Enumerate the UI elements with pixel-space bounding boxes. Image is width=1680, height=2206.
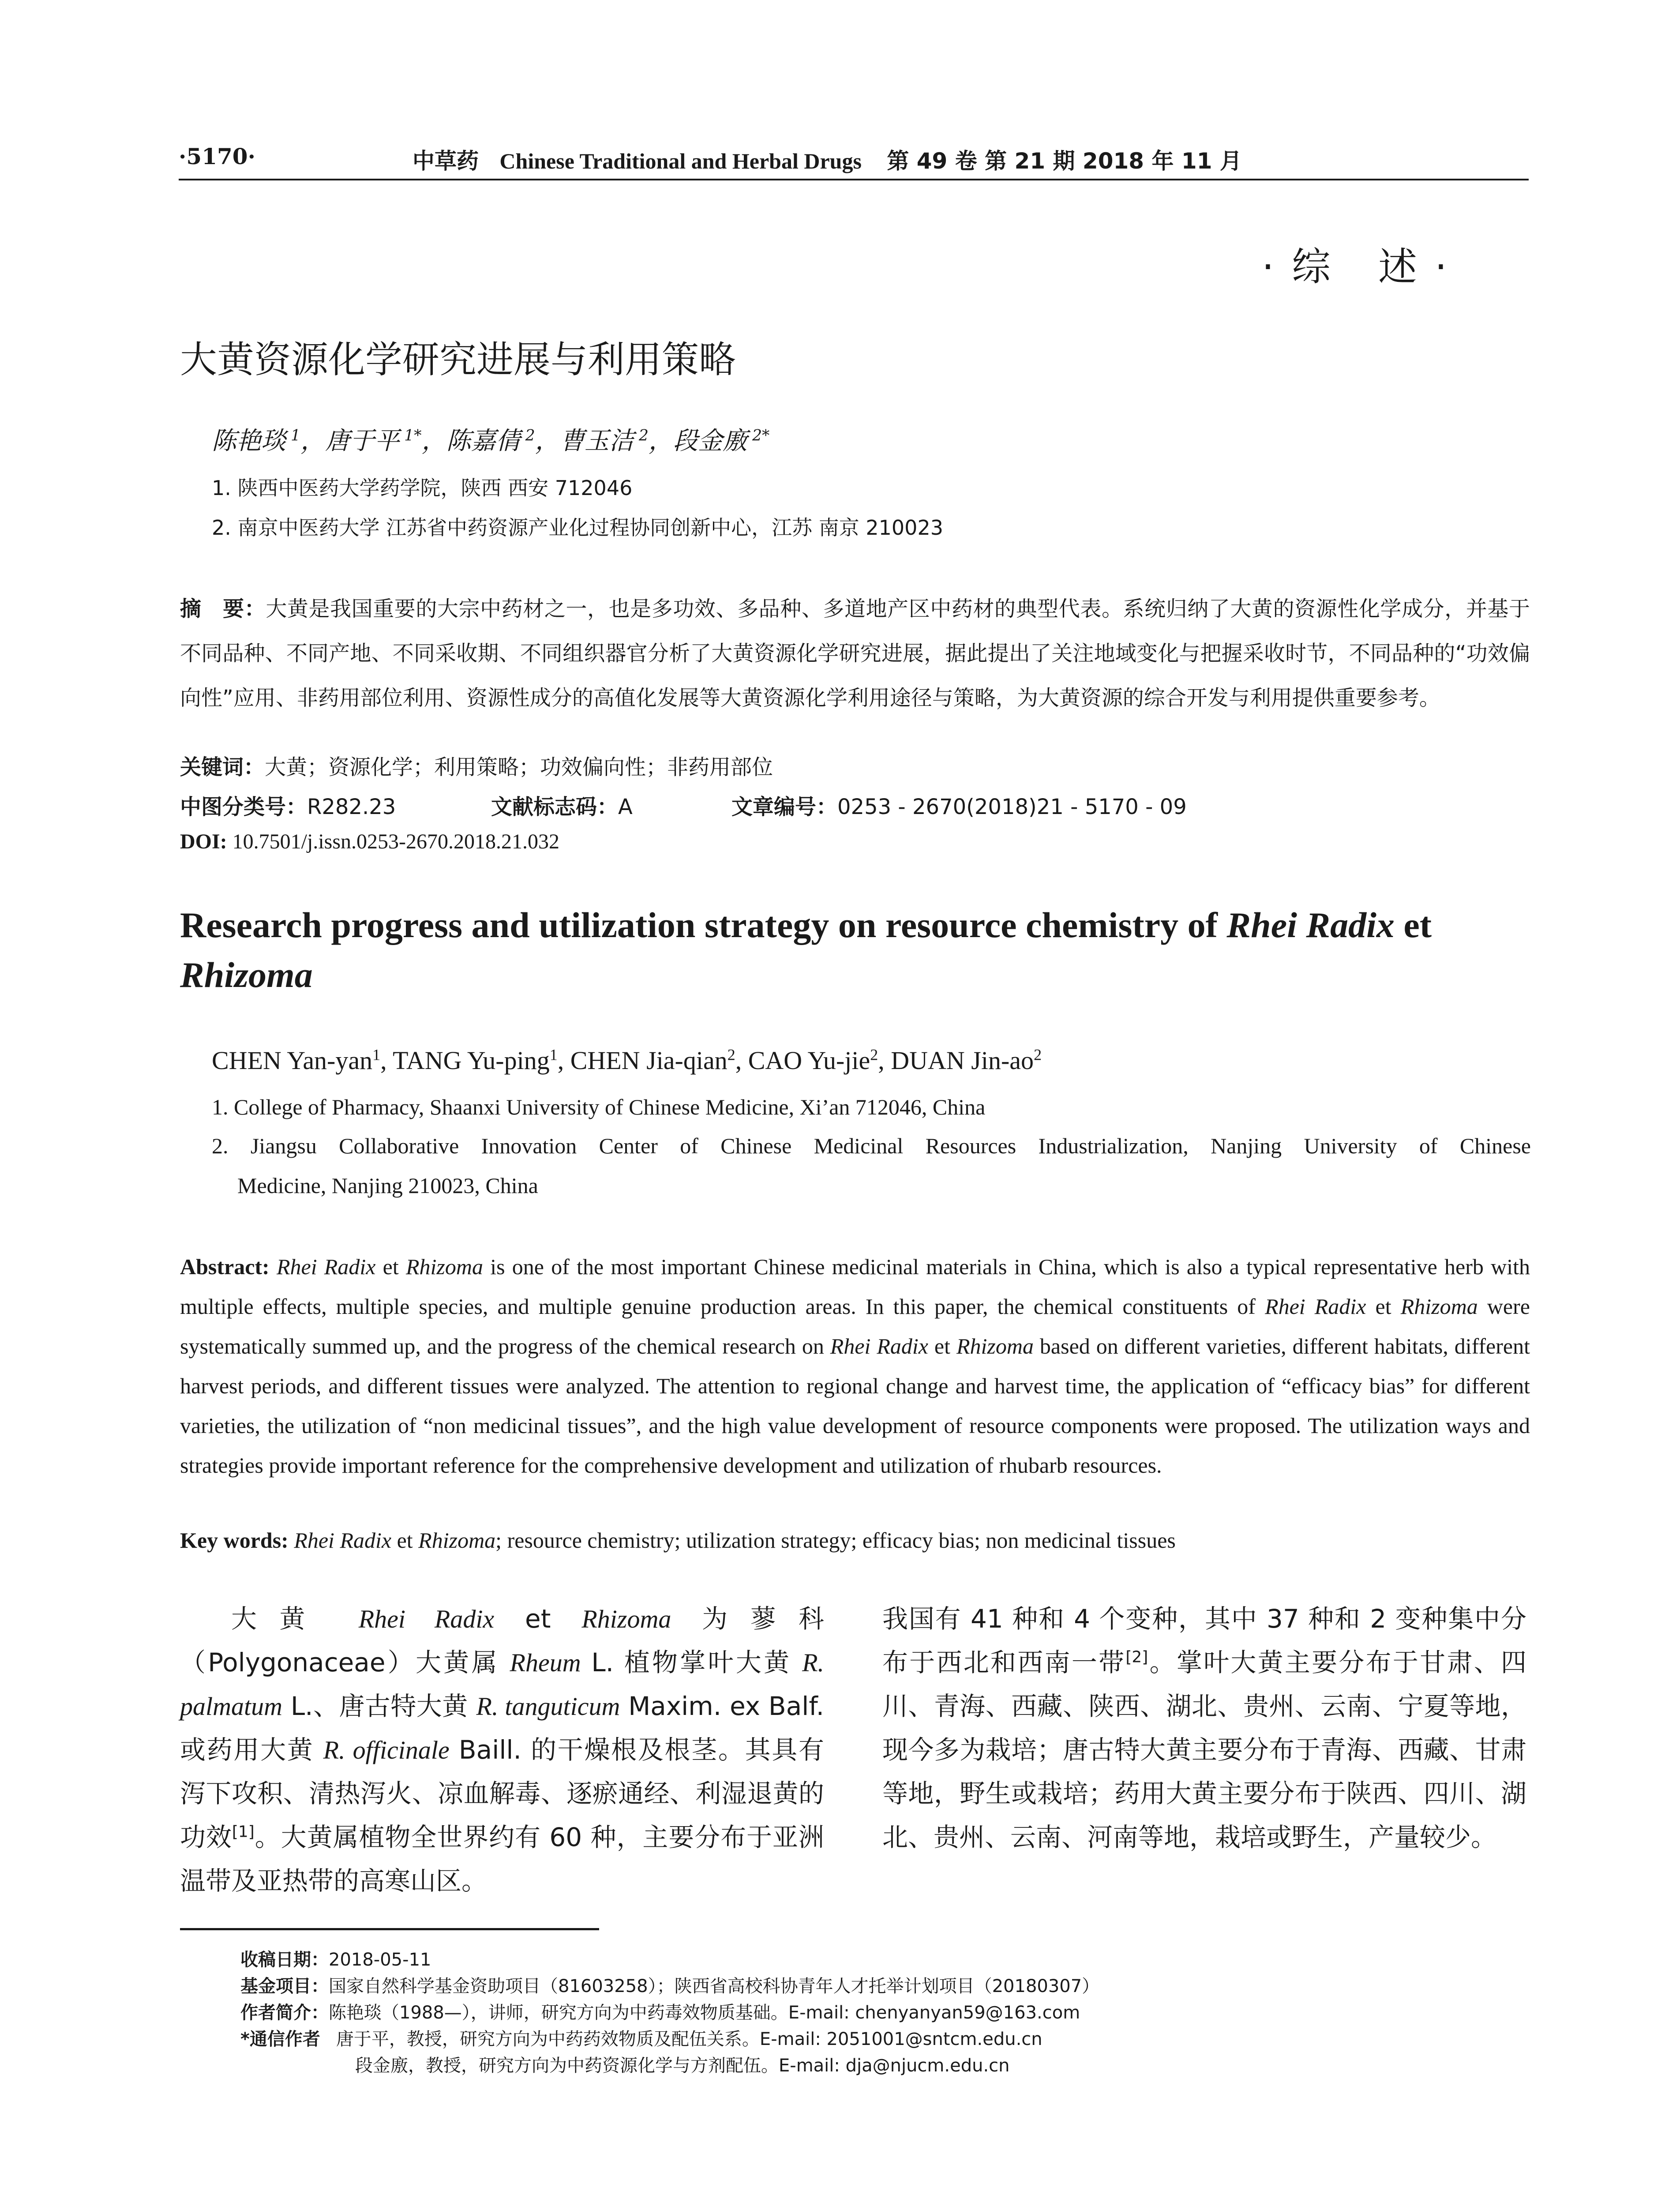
- text-run: et: [375, 1254, 406, 1279]
- latin-name: Rhizoma: [418, 1528, 496, 1553]
- latin-name: Rhizoma: [956, 1334, 1034, 1358]
- doc-code-label: 文献标志码：: [491, 795, 619, 819]
- bio-label: 作者简介：: [240, 2003, 329, 2023]
- bio-value: 陈艳琰（1988—），讲师，研究方向为中药毒效物质基础。E-mail: chenyanyan59@163.com: [329, 2003, 1080, 2023]
- text-run: 。掌叶大黄主要分布于甘肃、四川、青海、西藏、陕西、湖北、贵州、云南、宁夏等地，现今多为栽培；唐古特大黄主要分布于青海、西藏、甘肃等地，野生或栽培；药用大黄主要分布于陕西、四川、湖北、贵州、云南、河南等地，栽培或野生，产量较少。: [882, 1647, 1526, 1852]
- author: [325, 427, 422, 455]
- author-affiliation-mark: 2: [1034, 1046, 1042, 1064]
- author: [891, 1046, 1042, 1075]
- keywords-en-label: Key words:: [180, 1528, 289, 1553]
- text-run: based on different varieties, different habitats, different harvest periods, and different tissues were analyzed. The attention to regional change and harvest time, the application of “efficacy bias” for different varieties, the utilization of “non medicinal tissues”, and the high value development of resource components were proposed. The utilization ways and strategies provide important reference for the comprehensive development and utilization of rhubarb resources.: [180, 1334, 1530, 1478]
- author-name: CHEN Jia-qian: [570, 1046, 728, 1075]
- fund-label: 基金项目：: [240, 1976, 329, 1996]
- text-run: et: [1366, 1294, 1401, 1319]
- received-value: 2018-05-11: [329, 1950, 431, 1970]
- doi: [180, 829, 559, 854]
- abstract-en-label: Abstract:: [180, 1254, 270, 1279]
- text-run: L. 植物掌叶大黄: [581, 1647, 802, 1677]
- article-no-label: 文章编号：: [731, 795, 838, 819]
- affiliation-en-2b: Medicine, Nanjing 210023, China: [237, 1173, 538, 1198]
- keywords-cn: [180, 750, 773, 780]
- author-affiliation-mark: 1: [549, 1046, 558, 1064]
- author-affiliation-mark: 2: [870, 1046, 878, 1064]
- text-run: 为蓼科（Polygonaceae）大黄属: [180, 1604, 825, 1677]
- header-rule: [179, 179, 1529, 180]
- running-header: [179, 143, 1529, 175]
- text-run: is one of the most important Chinese medicinal materials in China, which is also a typical representative herb with multiple effects, multiple species, and multiple genuine production areas. In this paper, the chemical constituents of: [180, 1254, 1530, 1319]
- footnote-bio: [240, 1999, 1080, 2024]
- journal-name-en: Chinese Traditional and Herbal Drugs: [499, 149, 862, 173]
- latin-name: Rhizoma: [581, 1605, 671, 1633]
- authors-en: CHEN Yan-yan$^1$, TANG Yu-ping$^1$, CHEN Jia-qian$^2$, CAO Yu-jie$^2$, DUAN Jin-$ao^2$: [212, 1046, 1042, 1075]
- keywords-en: [180, 1527, 1176, 1553]
- author-name: CAO Yu-jie: [748, 1046, 870, 1075]
- footnote-fund: [240, 1972, 1099, 1997]
- latin-name: Rhei Radix: [1265, 1294, 1366, 1319]
- author-affiliation-mark: 2: [520, 427, 535, 445]
- author: [570, 1046, 735, 1075]
- body-column-left: [180, 1597, 824, 1903]
- abstract-cn: [180, 587, 1530, 720]
- title-en-part2: et: [1394, 905, 1432, 945]
- latin-name: Rhizoma: [405, 1254, 483, 1279]
- affiliation-cn-1: 1. 陕西中医药大学药学院，陕西 西安 712046: [212, 476, 633, 500]
- footnote-corr-2: 段金廒，教授，研究方向为中药资源化学与方剂配伍。E-mail: dja@njucm.edu.cn: [355, 2056, 1010, 2076]
- abstract-en-text: [180, 1254, 1530, 1478]
- page-number: ·5170·: [179, 143, 255, 169]
- latin-name: Rhizoma: [1400, 1294, 1478, 1319]
- author: [393, 1046, 558, 1075]
- affiliation-en-2a: 2. Jiangsu Collaborative Innovation Center of Chinese Medicinal Resources Industrialization, Nanjing University of Chinese: [212, 1133, 1531, 1158]
- clc-label: 中图分类号：: [180, 795, 308, 819]
- article-no: [731, 790, 1187, 820]
- abstract-cn-text: 大黄是我国重要的大宗中药材之一，也是多功效、多品种、多道地产区中药材的典型代表。系统归纳了大黄的资源性化学成分，并基于不同品种、不同产地、不同采收期、不同组织器官分析了大黄资源化学研究进展，据此提出了关注地域变化与把握采收时节，不同品种的“功效偏向性”应用、非药用部位利用、资源性成分的高值化发展等大黄资源化学利用途径与策略，为大黄资源的综合开发与利用提供重要参考。: [180, 597, 1530, 710]
- title-en-italic: Rhei Radix: [1226, 905, 1395, 945]
- title-en-italic2: Rhizoma: [180, 955, 313, 995]
- corr-value-1: 唐于平，教授，研究方向为中药药效物质及配伍关系。E-mail: 2051001@sntcm.edu.cn: [336, 2029, 1042, 2049]
- author-name: TANG Yu-ping: [393, 1046, 550, 1075]
- author-name: 段金廒: [673, 427, 747, 455]
- keywords-en-text: [294, 1528, 1176, 1553]
- corr-label: *通信作者: [240, 2029, 320, 2049]
- authors-cn: 陈艳琰 $^1$，唐于平 $^{1*}$，陈嘉倩 $^2$，曹玉洁 $^2$，段金廒 $^{2*}$: [212, 427, 770, 455]
- text-run: 。大黄属植物全世界约有 60 种，主要分布于亚洲温带及亚热带的高寒山区。: [180, 1822, 824, 1896]
- abstract-cn-label: 摘 要：: [180, 597, 266, 621]
- title-en: [180, 900, 1530, 1000]
- citation-ref: [1]: [232, 1823, 255, 1841]
- latin-name: Rhei Radix: [294, 1528, 392, 1553]
- clc: [180, 790, 396, 820]
- latin-name: Rhei Radix: [276, 1254, 376, 1279]
- footnote-received: [240, 1946, 431, 1971]
- title-en-part1: Research progress and utilization strategy on resource chemistry of: [180, 905, 1227, 945]
- keywords-cn-label: 关键词：: [180, 755, 265, 780]
- title-cn: 大黄资源化学研究进展与利用策略: [180, 338, 736, 381]
- text-run: et: [391, 1528, 419, 1553]
- author-name: 曹玉洁: [559, 427, 634, 455]
- author-affiliation-mark: 1: [372, 1046, 381, 1064]
- author-affiliation-mark: 2: [727, 1046, 735, 1064]
- section-label: ·综 述·: [1262, 244, 1465, 289]
- text-run: et: [928, 1334, 956, 1358]
- author-name: 陈艳琰: [212, 427, 286, 455]
- text-run: 大黄: [231, 1604, 359, 1634]
- doc-code: [491, 790, 633, 820]
- author: [748, 1046, 878, 1075]
- text-run: ; resource chemistry; utilization strategy; efficacy bias; non medicinal tissues: [495, 1528, 1176, 1553]
- text-run: et: [494, 1604, 582, 1634]
- footnote-rule: [180, 1928, 599, 1930]
- keywords-cn-text: 大黄；资源化学；利用策略；功效偏向性；非药用部位: [265, 755, 773, 780]
- doc-code-value: A: [618, 795, 633, 819]
- author: [673, 427, 770, 455]
- footnote-corr: [240, 2025, 1042, 2050]
- latin-name: R. officinale: [323, 1736, 450, 1764]
- author-name: DUAN Jin-ao: [891, 1046, 1034, 1075]
- author-affiliation-mark: 1: [286, 427, 301, 445]
- doi-value: 10.7501/j.issn.0253-2670.2018.21.032: [232, 830, 560, 853]
- article-no-value: 0253 - 2670(2018)21 - 5170 - 09: [837, 795, 1187, 819]
- author-affiliation-mark: 2: [634, 427, 649, 445]
- latin-name: Rheum: [510, 1648, 581, 1677]
- text-run: were systematically summed up, and the progress of the chemical research on: [180, 1294, 1530, 1358]
- text-run: L.、唐古特大黄: [282, 1691, 476, 1721]
- body-column-right: [882, 1597, 1526, 1859]
- clc-value: R282.23: [307, 795, 396, 819]
- doi-label: DOI:: [180, 830, 227, 853]
- affiliation-cn-2: 2. 南京中医药大学 江苏省中药资源产业化过程协同创新中心，江苏 南京 210023: [212, 516, 943, 540]
- latin-name: R. palmatum: [180, 1648, 825, 1721]
- author-name: CHEN Yan-yan: [212, 1046, 373, 1075]
- author-name: 唐于平: [325, 427, 400, 455]
- journal-name: [412, 143, 1242, 175]
- latin-name: R. tanguticum: [476, 1692, 620, 1721]
- abstract-en: [180, 1247, 1530, 1485]
- author: [446, 427, 535, 455]
- received-label: 收稿日期：: [240, 1950, 329, 1970]
- author: [212, 427, 300, 455]
- issue-info: 第 49 卷 第 21 期 2018 年 11 月: [887, 148, 1242, 174]
- author-affiliation-mark: 1*: [399, 427, 422, 445]
- author-name: 陈嘉倩: [446, 427, 521, 455]
- text-run: Baill. 的干燥根及根茎。其具有泻下攻积、清热泻火、凉血解毒、逐瘀通经、利湿退黄的功效: [180, 1735, 824, 1852]
- fund-value: 国家自然科学基金资助项目（81603258）；陕西省高校科协青年人才托举计划项目（20180307）: [329, 1976, 1100, 1996]
- citation-ref: [2]: [1125, 1648, 1148, 1666]
- text-run: 我国有 41 种和 4 个变种，其中 37 种和 2 变种集中分布于西北和西南一带: [882, 1604, 1526, 1677]
- latin-name: Rhei Radix: [358, 1605, 495, 1633]
- latin-name: Rhei Radix: [830, 1334, 928, 1358]
- affiliation-en-1: 1. College of Pharmacy, Shaanxi University of Chinese Medicine, Xi’an 712046, China: [212, 1095, 986, 1119]
- author: [560, 427, 649, 455]
- journal-name-cn: 中草药: [412, 148, 479, 174]
- author: [212, 1046, 380, 1075]
- author-affiliation-mark: 2*: [747, 427, 770, 445]
- text-run: Maxim. ex Balf. 或药用大黄: [180, 1691, 825, 1765]
